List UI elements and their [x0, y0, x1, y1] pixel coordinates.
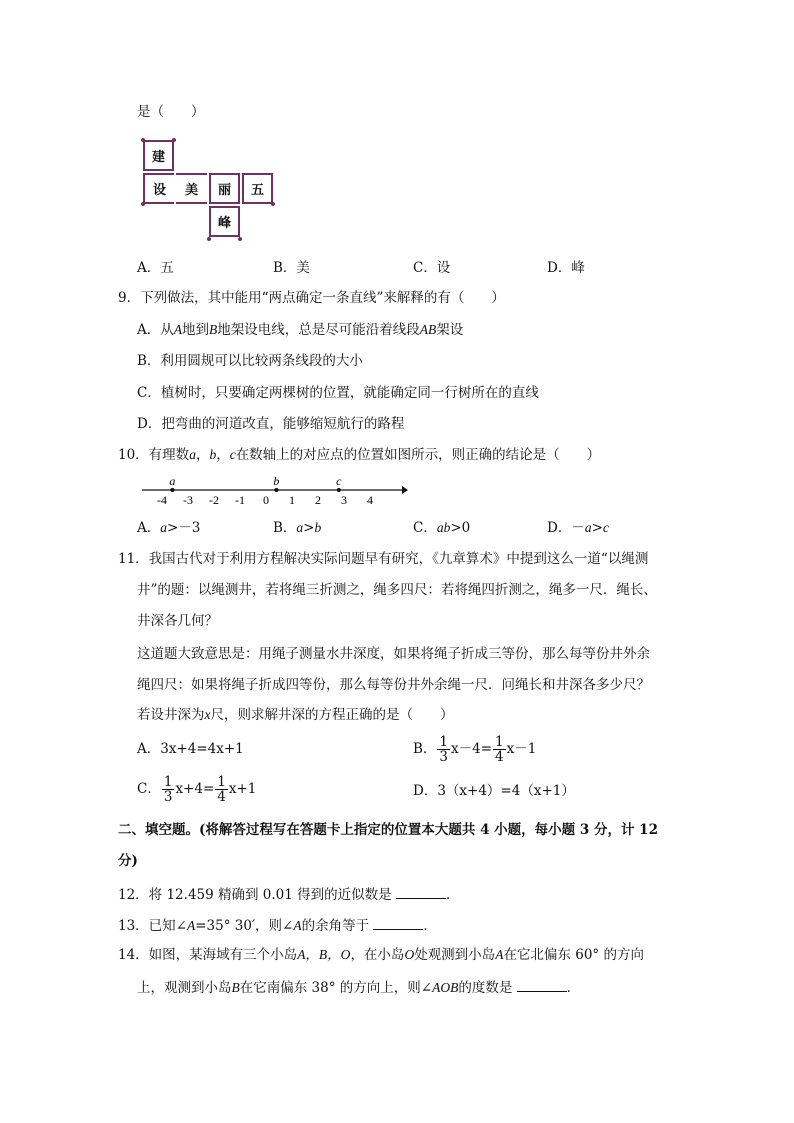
- q10-option-b: B．a>b: [273, 520, 322, 536]
- q11-option-d: D．3（x+4）=4（x+1）: [413, 783, 575, 799]
- net-cell-4: 丽: [209, 173, 240, 204]
- q13-blank: [373, 915, 423, 930]
- q10-option-c: C．ab>0: [413, 520, 471, 536]
- net-cell-2: 设: [143, 173, 174, 204]
- q11-option-a: A．3x+4=4x+1: [137, 741, 244, 757]
- net-cell-3: 美: [176, 173, 207, 204]
- number-line-point-label-c: c: [336, 474, 342, 488]
- number-line-tick-label: 2: [315, 493, 321, 507]
- q11-line-3: 井深各几何？: [137, 613, 218, 629]
- number-line-tick-label: -1: [235, 493, 245, 507]
- number-line-tick-label: -3: [183, 493, 193, 507]
- q8-option-d: D．峰: [547, 260, 585, 276]
- q8-stem-tail: 是（ ）: [137, 104, 205, 120]
- q14-line-2: 上，观测到小岛B在它南偏东 38° 的方向上，则∠AOB的度数是 ．: [137, 977, 580, 997]
- net-cell-5: 五: [242, 173, 273, 204]
- q9-option-a: A．从A地到B地架设电线，总是尽可能沿着线段AB架设: [137, 322, 464, 338]
- q11-option-b: B． $\frac{1}{3}$ x－4= $\frac{1}{4}$ x－1: [413, 734, 537, 765]
- q9-stem: 9．下列做法，其中能用“两点确定一条直线”来解释的有（ ）: [118, 290, 505, 306]
- section-2-header-line-2: 分): [118, 853, 138, 869]
- number-line-point-c: [337, 488, 341, 492]
- q11-option-c: C． $\frac{1}{3}$ x+4= $\frac{1}{4}$ x+1: [137, 774, 257, 805]
- q11-line-6: 若设井深为x尺，则求解井深的方程正确的是（ ）: [137, 707, 454, 723]
- q9-option-c: C．植树时，只要确定两棵树的位置，就能确定同一行树所在的直线: [137, 385, 539, 401]
- number-line-tick-label: -4: [157, 493, 167, 507]
- q11-line-2: 井”的题：以绳测井，若将绳三折测之，绳多四尺：若将绳四折测之，绳多一尺．绳长、: [137, 582, 657, 598]
- q9-option-d: D．把弯曲的河道改直，能够缩短航行的路程: [137, 416, 405, 432]
- net-cell-1: 建: [143, 140, 174, 171]
- number-line-figure: [140, 470, 410, 510]
- q11-line-1: 11．我国古代对于利用方程解决实际问题早有研究，《九章算术》中提到这么一道“以绳测: [118, 551, 649, 567]
- number-line-point-label-b: b: [273, 474, 280, 488]
- cube-net-figure: [143, 140, 283, 240]
- number-line-point-label-a: a: [169, 474, 176, 488]
- q12-blank: [396, 884, 446, 899]
- number-line-tick-label: -2: [209, 493, 219, 507]
- number-line-tick-label: 4: [367, 493, 373, 507]
- number-line-tick-label: 3: [341, 493, 347, 507]
- q14-line-1: 14．如图，某海域有三个小岛A，B，O，在小岛O处观测到小岛A在它北偏东 60° 的方向: [118, 947, 644, 963]
- q10-option-d: D．－a>c: [547, 520, 609, 536]
- q10-option-a: A．a>－3: [137, 520, 201, 536]
- q8-option-c: C．设: [413, 260, 451, 276]
- q11-line-4: 这道题大致意思是：用绳子测量水井深度，如果将绳子折成三等份，那么每等份井外余: [137, 646, 650, 662]
- q14-blank: [517, 977, 567, 992]
- q11-line-5: 绳四尺：如果将绳子折成四等份，那么每等份井外余绳一尺．问绳长和井深各多少尺？: [137, 677, 650, 693]
- q8-option-b: B．美: [273, 260, 310, 276]
- number-line-point-a: [170, 488, 174, 492]
- number-line-tick-label: 0: [263, 493, 269, 507]
- q10-stem: 10．有理数a，b，c在数轴上的对应点的位置如图所示，则正确的结论是（ ）: [118, 447, 601, 463]
- net-cell-6: 峰: [209, 206, 240, 237]
- q9-option-b: B．利用圆规可以比较两条线段的大小: [137, 353, 363, 369]
- number-line-point-b: [274, 488, 278, 492]
- number-line-tick-label: 1: [289, 493, 295, 507]
- q12: 12．将 12.459 精确到 0.01 得到的近似数是 ．: [118, 884, 459, 904]
- q13: 13．已知∠A=35° 30′，则∠A的余角等于 ．: [118, 915, 437, 935]
- section-2-header-line-1: 二、填空题。(将解答过程写在答题卡上指定的位置本大题共 4 小题，每小题 3 分，计 12: [118, 822, 658, 838]
- q8-option-a: A．五: [137, 260, 174, 276]
